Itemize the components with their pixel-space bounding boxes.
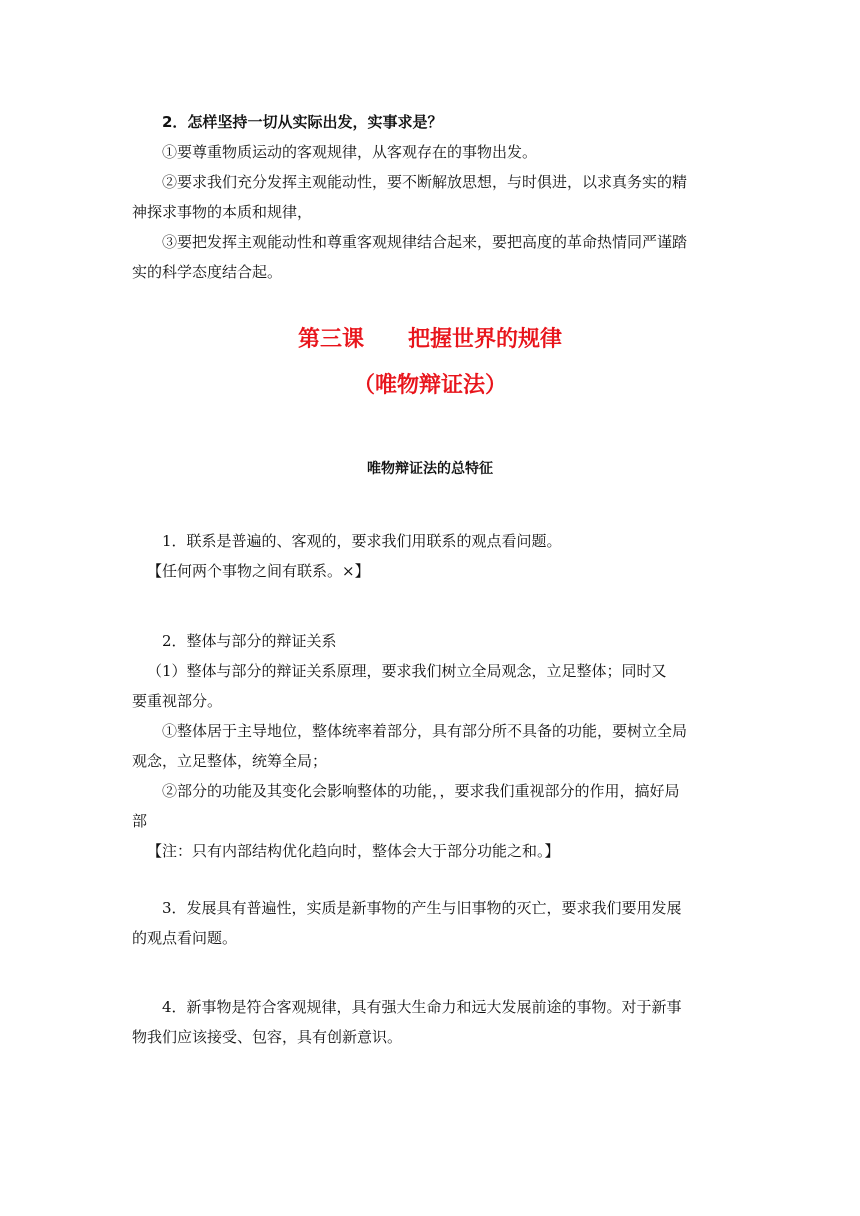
item-1-text: 1．联系是普遍的、客观的，要求我们用联系的观点看问题。 <box>162 532 562 550</box>
item-4-line-2: 物我们应该接受、包容，具有创新意识。 <box>132 1028 403 1046</box>
item-3-line-1: 3．发展具有普遍性，实质是新事物的产生与旧事物的灭亡，要求我们要用发展 <box>162 899 682 917</box>
item-2-point-3-line-2: 部 <box>132 812 148 830</box>
question-2-point-2-line-1: ②要求我们充分发挥主观能动性，要不断解放思想，与时俱进，以求真务实的精 <box>162 173 688 191</box>
question-2-block <box>132 107 732 287</box>
question-2-point-2-line-2: 神探求事物的本质和规律， <box>132 203 313 221</box>
section-title: 唯物辩证法的总特征 <box>367 461 493 477</box>
item-3-block <box>132 893 732 953</box>
lesson-subtitle: （唯物辩证法） <box>352 373 507 398</box>
item-2-point-3-line-1: ②部分的功能及其变化会影响整体的功能，，要求我们重视部分的作用，搞好局 <box>162 782 680 800</box>
item-4-block <box>132 992 732 1052</box>
lesson-title: 第三课 把握世界的规律 <box>297 327 562 352</box>
question-2-point-1: ①要尊重物质运动的客观规律，从客观存在的事物出发。 <box>162 143 538 161</box>
item-3-line-2: 的观点看问题。 <box>132 929 238 947</box>
item-2-point-1-line-1: （1）整体与部分的辩证关系原理，要求我们树立全局观念，立足整体；同时又 <box>147 662 667 680</box>
item-2-point-1-line-2: 要重视部分。 <box>132 692 223 710</box>
question-2-title: 2．怎样坚持一切从实际出发，实事求是？ <box>162 113 443 131</box>
item-2-note: 【注：只有内部结构优化趋向时，整体会大于部分功能之和。】 <box>147 842 560 860</box>
item-2-title: 2．整体与部分的辩证关系 <box>162 632 337 650</box>
item-1-block <box>132 526 732 586</box>
item-2-block <box>132 626 732 866</box>
item-4-line-1: 4．新事物是符合客观规律，具有强大生命力和远大发展前途的事物。对于新事 <box>162 998 682 1016</box>
item-1-note: 【任何两个事物之间有联系。×】 <box>147 562 370 580</box>
question-2-point-3-line-2: 实的科学态度结合起。 <box>132 263 283 281</box>
item-2-point-2-line-2: 观念，立足整体，统筹全局； <box>132 752 328 770</box>
item-2-point-2-line-1: ①整体居于主导地位，整体统率着部分，具有部分所不具备的功能，要树立全局 <box>162 722 688 740</box>
question-2-point-3-line-1: ③要把发挥主观能动性和尊重客观规律结合起来，要把高度的革命热情同严谨踏 <box>162 233 688 251</box>
